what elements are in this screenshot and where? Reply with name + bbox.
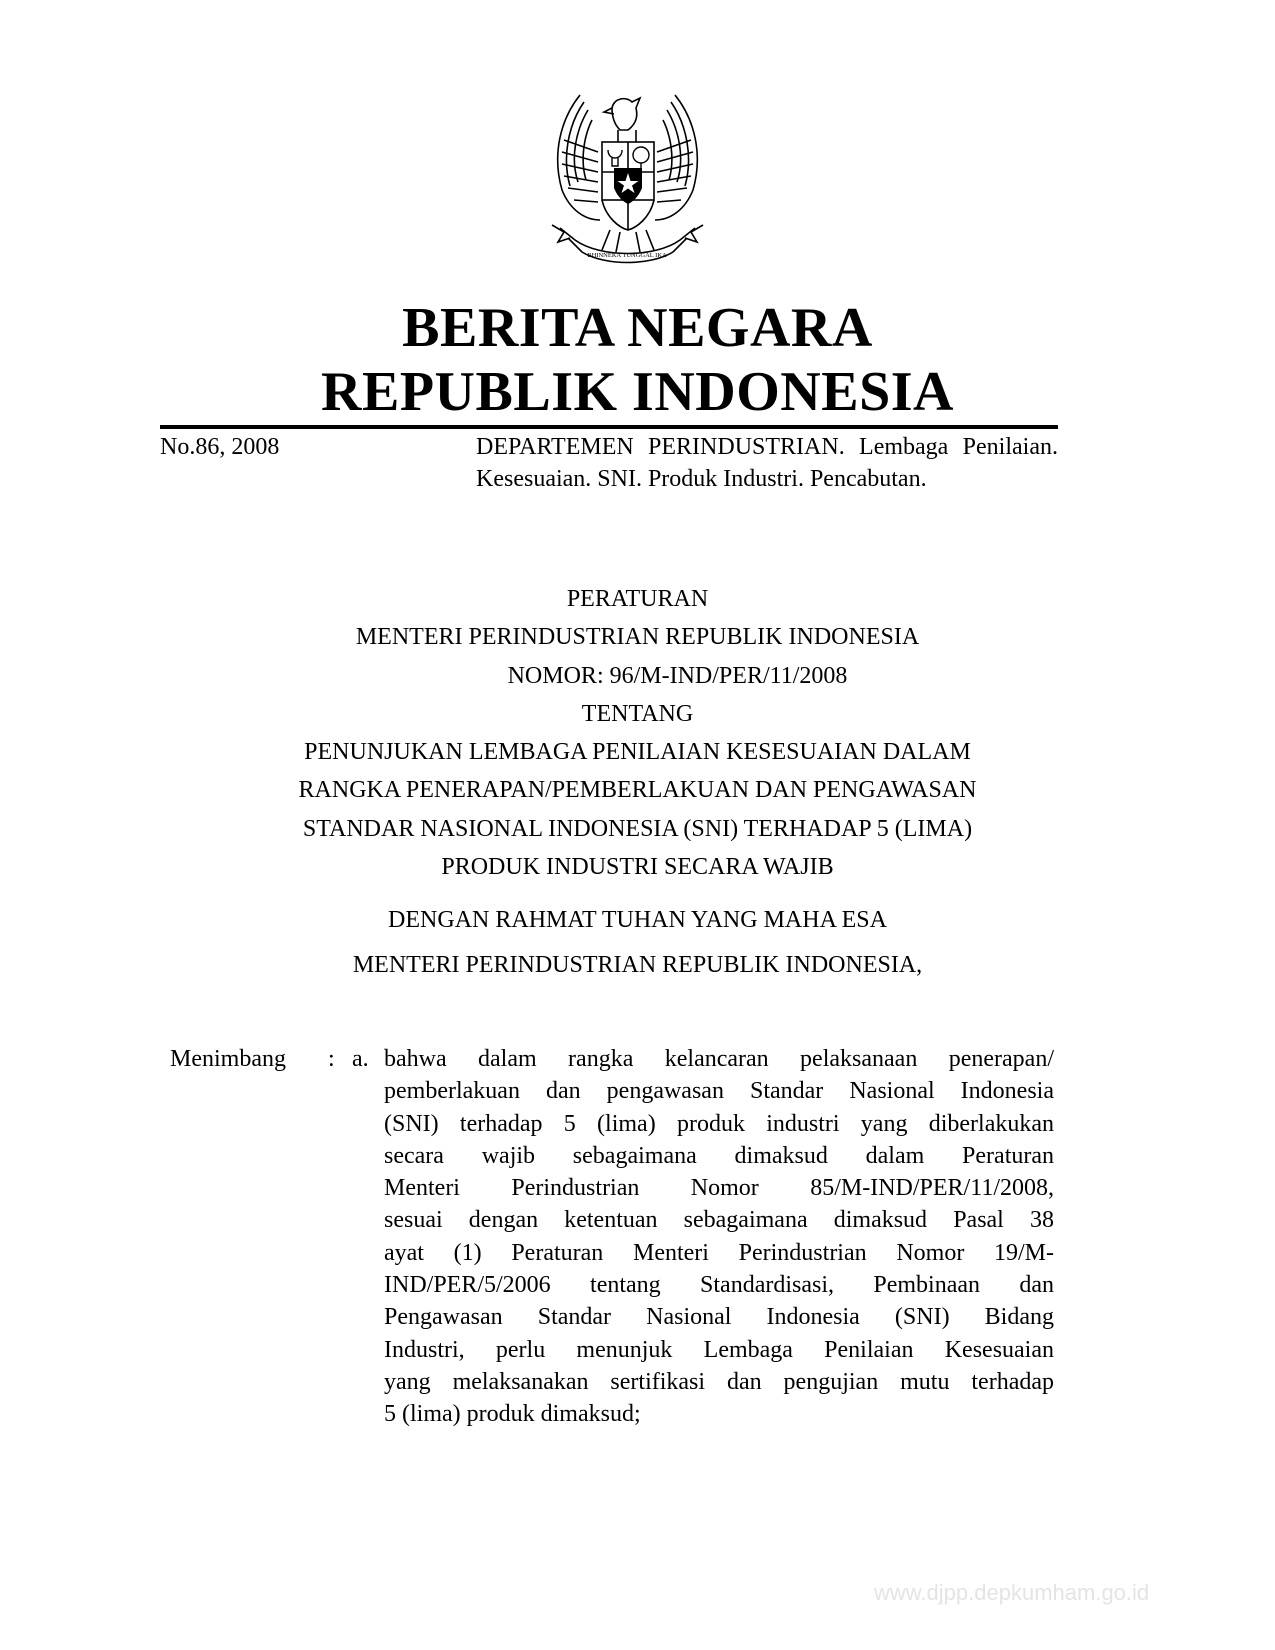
regulation-subject-line: PRODUK INDUSTRI SECARA WAJIB bbox=[441, 854, 834, 881]
preamble bbox=[0, 898, 1275, 988]
regulation-subject-line: RANGKA PENERAPAN/PEMBERLAKUAN DAN PENGAWASAN bbox=[298, 777, 977, 804]
watermark-url: www.djpp.depkumham.go.id bbox=[874, 1580, 1150, 1605]
consideration-line: ayat (1) Peraturan Menteri Perindustrian Nomor 19/M- bbox=[384, 1239, 1054, 1266]
consideration-line: 5 (lima) produk dimaksud; bbox=[384, 1401, 641, 1428]
regulation-heading bbox=[0, 580, 1275, 886]
masthead-title-line2: REPUBLIK INDONESIA bbox=[321, 361, 954, 423]
consideration-line: (SNI) terhadap 5 (lima) produk industri yang diberlakukan bbox=[384, 1110, 1054, 1137]
consideration-line: IND/PER/5/2006 tentang Standardisasi, Pembinaan dan bbox=[384, 1272, 1054, 1299]
svg-text:BHINNEKA TUNGGAL IKA: BHINNEKA TUNGGAL IKA bbox=[587, 252, 667, 259]
masthead-title-line1: BERITA NEGARA bbox=[402, 297, 873, 359]
regulation-subject-line: STANDAR NASIONAL INDONESIA (SNI) TERHADAP 5 (LIMA) bbox=[302, 815, 973, 842]
consideration-line: yang melaksanakan sertifikasi dan pengujian mutu terhadap bbox=[384, 1368, 1054, 1395]
consideration-line: sesuai dengan ketentuan sebagaimana dimaksud Pasal 38 bbox=[384, 1207, 1054, 1234]
preamble-line: DENGAN RAHMAT TUHAN YANG MAHA ESA bbox=[388, 907, 887, 933]
consideration-line: bahwa dalam rangka kelancaran pelaksanaan penerapan/ bbox=[384, 1046, 1054, 1072]
masthead-divider bbox=[160, 425, 1058, 429]
gazette-number: No.86, 2008 bbox=[160, 434, 280, 460]
regulation-subject-line: PENUNJUKAN LEMBAGA PENILAIAN KESESUAIAN DALAM bbox=[304, 739, 971, 766]
consideration-line: secara wajib sebagaimana dimaksud dalam Peraturan bbox=[384, 1142, 1054, 1169]
regulation-issuer: MENTERI PERINDUSTRIAN REPUBLIK INDONESIA bbox=[355, 624, 920, 651]
consideration-line: Industri, perlu menunjuk Lembaga Penilaian Kesesuaian bbox=[384, 1336, 1054, 1363]
garuda-emblem-icon bbox=[540, 80, 715, 270]
consideration-line: Pengawasan Standar Nasional Indonesia (SNI) Bidang bbox=[384, 1304, 1054, 1331]
considerations-label: Menimbang bbox=[170, 1046, 286, 1072]
regulation-number: NOMOR: 96/M-IND/PER/11/2008 bbox=[507, 662, 848, 689]
gazette-summary: DEPARTEMEN PERINDUSTRIAN. Lembaga Penilaian. Kesesuaian. SNI. Produk Industri. Pencabutan. bbox=[476, 434, 1058, 492]
regulation-about-label: TENTANG bbox=[581, 700, 694, 727]
considerations-colon: : bbox=[328, 1046, 335, 1072]
consideration-line: pemberlakuan dan pengawasan Standar Nasional Indonesia bbox=[384, 1078, 1054, 1105]
consideration-item-text bbox=[384, 1043, 1054, 1431]
preamble-line: MENTERI PERINDUSTRIAN REPUBLIK INDONESIA, bbox=[352, 952, 923, 978]
consideration-item-letter: a. bbox=[352, 1046, 369, 1072]
regulation-type: PERATURAN bbox=[566, 586, 709, 612]
consideration-line: Menteri Perindustrian Nomor 85/M-IND/PER/11/2008, bbox=[384, 1175, 1054, 1202]
